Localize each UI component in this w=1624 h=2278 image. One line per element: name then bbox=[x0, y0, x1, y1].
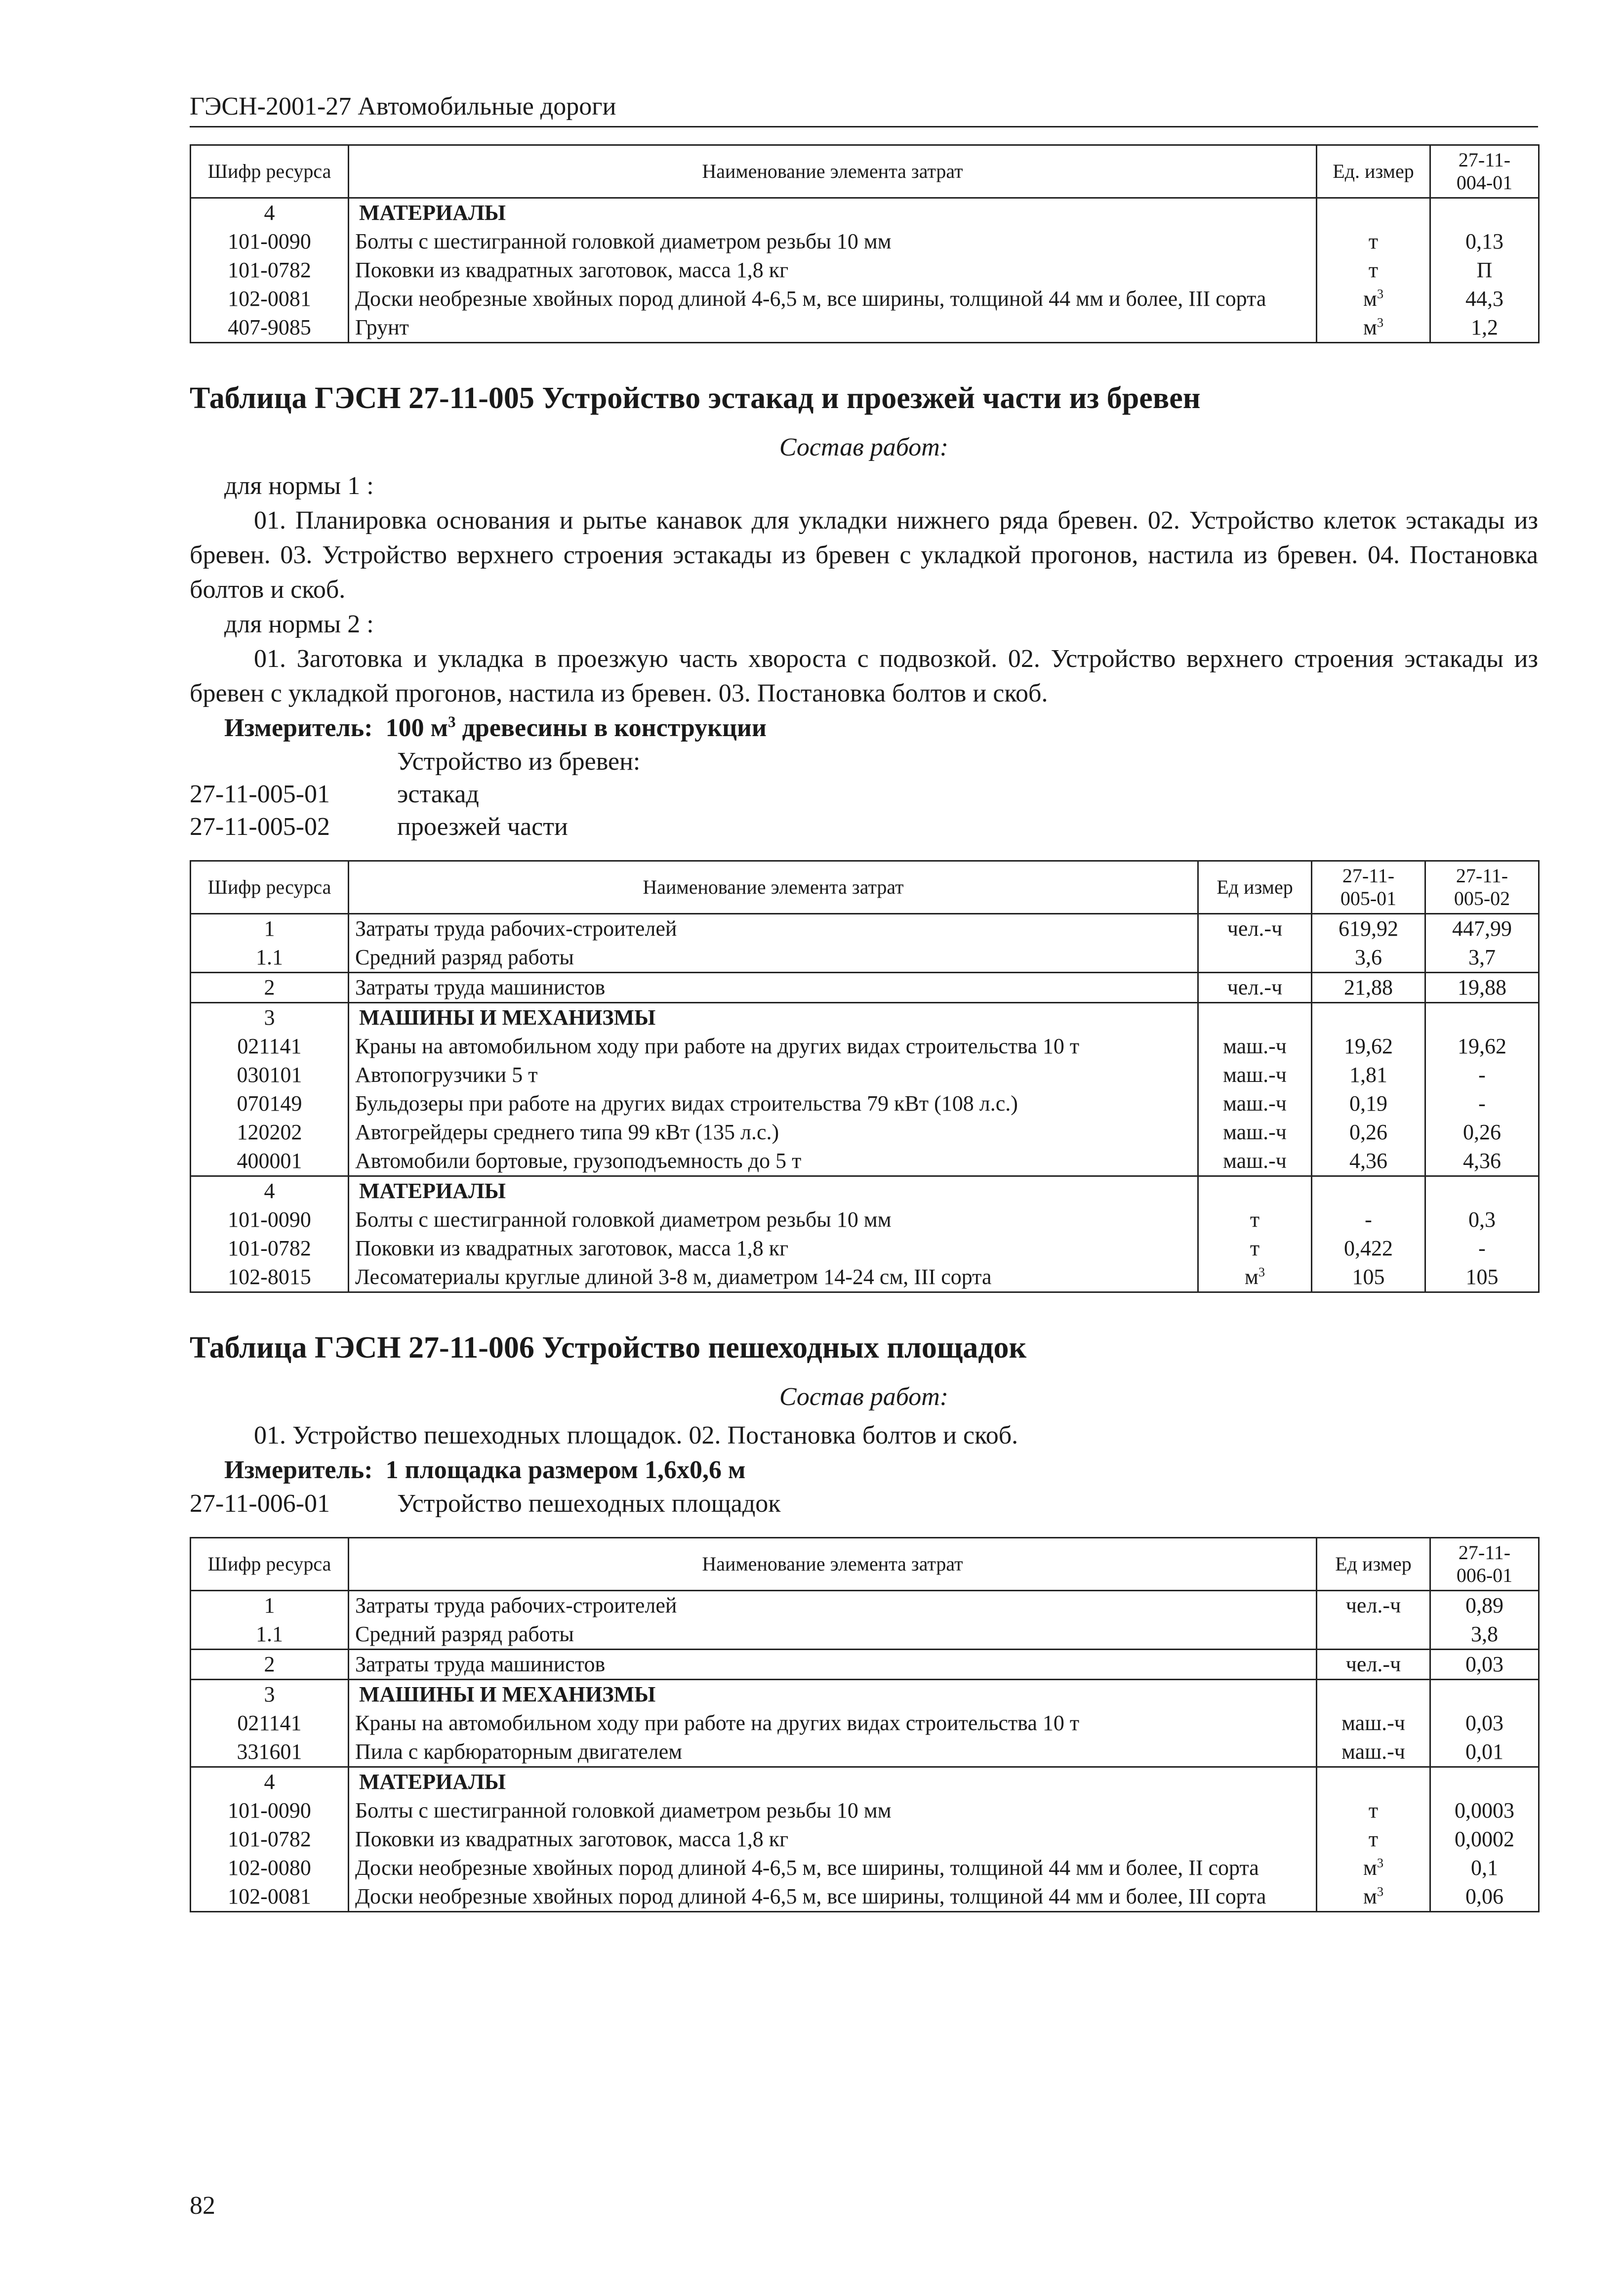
resource-code: 102-0081 bbox=[191, 1882, 349, 1912]
resource-code: 070149 bbox=[191, 1089, 349, 1118]
unit-cell: т bbox=[1317, 227, 1430, 256]
norm-value: 0,26 bbox=[1312, 1118, 1425, 1147]
unit-cell: чел.-ч bbox=[1198, 914, 1312, 944]
resource-code: 120202 bbox=[191, 1118, 349, 1147]
resource-code: 1 bbox=[191, 914, 349, 944]
norm-value: 0,19 bbox=[1312, 1089, 1425, 1118]
resource-name: Болты с шестигранной головкой диаметром резьбы 10 мм bbox=[349, 1796, 1317, 1825]
norm-value: 0,06 bbox=[1430, 1882, 1539, 1912]
col-header-name: Наименование элемента затрат bbox=[349, 1538, 1317, 1591]
page-number: 82 bbox=[190, 2192, 215, 2220]
table-row bbox=[191, 1680, 1539, 1709]
table-row bbox=[191, 1032, 1539, 1061]
work-text: 01. Устройство пешеходных площадок. 02. Постановка болтов и скоб. bbox=[254, 1421, 1018, 1450]
resource-code: 331601 bbox=[191, 1738, 349, 1767]
norm-value: 0,26 bbox=[1425, 1118, 1539, 1147]
resource-code: 1.1 bbox=[191, 943, 349, 973]
running-header: ГЭСН-2001-27 Автомобильные дороги bbox=[190, 92, 1538, 127]
resource-name: Краны на автомобильном ходу при работе на других видах строительства 10 т bbox=[349, 1032, 1198, 1061]
table-row bbox=[191, 914, 1539, 944]
resource-code: 101-0090 bbox=[191, 227, 349, 256]
table-row bbox=[191, 1767, 1539, 1797]
table-row bbox=[191, 1147, 1539, 1176]
unit-cell bbox=[1317, 198, 1430, 228]
unit-cell: т bbox=[1317, 1825, 1430, 1854]
col-header-unit: Ед измер bbox=[1198, 861, 1312, 914]
resource-name: Болты с шестигранной головкой диаметром резьбы 10 мм bbox=[349, 227, 1317, 256]
norm-value: 0,89 bbox=[1430, 1591, 1539, 1620]
resource-code: 021141 bbox=[191, 1709, 349, 1738]
resource-name: Доски необрезные хвойных пород длиной 4-6,5 м, все ширины, толщиной 44 мм и более, II сорта bbox=[349, 1854, 1317, 1882]
norm-value bbox=[1312, 1003, 1425, 1033]
norm-value bbox=[1430, 1680, 1539, 1709]
unit-cell bbox=[1198, 943, 1312, 973]
norm-value: 1,2 bbox=[1430, 313, 1539, 343]
table-body bbox=[191, 1591, 1539, 1912]
norm-value bbox=[1425, 1176, 1539, 1206]
col-header-code: Шифр ресурса bbox=[191, 861, 349, 914]
norm-value: 19,62 bbox=[1312, 1032, 1425, 1061]
table-row bbox=[191, 313, 1539, 343]
table-row bbox=[191, 1709, 1539, 1738]
resource-name: МАШИНЫ И МЕХАНИЗМЫ bbox=[349, 1680, 1317, 1709]
table-row bbox=[191, 973, 1539, 1003]
norm-value: 0,03 bbox=[1430, 1709, 1539, 1738]
table-row bbox=[191, 1650, 1539, 1680]
resource-name: МАТЕРИАЛЫ bbox=[349, 1767, 1317, 1797]
unit-cell: маш.-ч bbox=[1198, 1032, 1312, 1061]
table-row bbox=[191, 285, 1539, 313]
unit-cell: $м^3$ bbox=[1317, 1882, 1430, 1912]
unit-cell bbox=[1317, 1767, 1430, 1797]
norm-value bbox=[1430, 1767, 1539, 1797]
table-row bbox=[191, 1854, 1539, 1882]
col-header-code: Шифр ресурса bbox=[191, 1538, 349, 1591]
unit-cell: маш.-ч bbox=[1198, 1089, 1312, 1118]
norm-value: 19,88 bbox=[1425, 973, 1539, 1003]
meter-line: Измеритель: 100 $м^3$ древесины в конструкции bbox=[224, 713, 767, 742]
unit-cell: $м^3$ bbox=[1317, 1854, 1430, 1882]
resource-table-004 bbox=[190, 144, 1540, 343]
resource-code: 030101 bbox=[191, 1061, 349, 1089]
unit-cell: чел.-ч bbox=[1198, 973, 1312, 1003]
table-row bbox=[191, 1738, 1539, 1767]
norm-value: 619,92 bbox=[1312, 914, 1425, 944]
table-row bbox=[191, 198, 1539, 228]
norm2-label: для нормы 2 : bbox=[224, 610, 374, 638]
table-title-006: Таблица ГЭСН 27-11-006 Устройство пешеходных площадок bbox=[190, 1331, 1027, 1365]
unit-cell: т bbox=[1198, 1205, 1312, 1234]
norm-value: 0,422 bbox=[1312, 1234, 1425, 1263]
norm2-text: 01. Заготовка и укладка в проезжую часть хвороста с подвозкой. 02. Устройство верхнего строения эстакады из бревен с укладкой прогонов, настила из бревен. 03. Постановка болтов и скоб. bbox=[190, 645, 1538, 707]
col-header-norm: 27-11- 005-01 bbox=[1312, 861, 1425, 914]
norm-value: 3,6 bbox=[1312, 943, 1425, 973]
table-row bbox=[191, 1061, 1539, 1089]
norm-value: 105 bbox=[1312, 1263, 1425, 1292]
resource-name: Пила с карбюраторным двигателем bbox=[349, 1738, 1317, 1767]
resource-name: Доски необрезные хвойных пород длиной 4-6,5 м, все ширины, толщиной 44 мм и более, III сорта bbox=[349, 285, 1317, 313]
unit-cell bbox=[1198, 1003, 1312, 1033]
col-header-norm: 27-11- 006-01 bbox=[1430, 1538, 1539, 1591]
norm-value: 44,3 bbox=[1430, 285, 1539, 313]
resource-table-005 bbox=[190, 860, 1540, 1293]
resource-name: Лесоматериалы круглые длиной 3-8 м, диаметром 14-24 см, III сорта bbox=[349, 1263, 1198, 1292]
resource-name: Бульдозеры при работе на других видах строительства 79 кВт (108 л.с.) bbox=[349, 1089, 1198, 1118]
unit-cell: маш.-ч bbox=[1198, 1061, 1312, 1089]
norm-value: 0,3 bbox=[1425, 1205, 1539, 1234]
resource-code: 2 bbox=[191, 973, 349, 1003]
col-header-norm: 27-11- 004-01 bbox=[1430, 145, 1539, 198]
norm-value: 0,1 bbox=[1430, 1854, 1539, 1882]
resource-code: 3 bbox=[191, 1003, 349, 1033]
resource-code: 1.1 bbox=[191, 1620, 349, 1650]
table-row bbox=[191, 1003, 1539, 1033]
table-row bbox=[191, 227, 1539, 256]
resource-name: Краны на автомобильном ходу при работе на других видах строительства 10 т bbox=[349, 1709, 1317, 1738]
resource-name: Автомобили бортовые, грузоподъемность до 5 т bbox=[349, 1147, 1198, 1176]
norm-value: 0,0003 bbox=[1430, 1796, 1539, 1825]
composition-title: Состав работ: bbox=[779, 1383, 949, 1411]
resource-name: Грунт bbox=[349, 313, 1317, 343]
resource-name: МАТЕРИАЛЫ bbox=[349, 198, 1317, 228]
norm-value: 1,81 bbox=[1312, 1061, 1425, 1089]
table-body bbox=[191, 914, 1539, 1292]
norm-value: 0,0002 bbox=[1430, 1825, 1539, 1854]
table-row bbox=[191, 1882, 1539, 1912]
table-row bbox=[191, 1591, 1539, 1620]
norm-value: 0,03 bbox=[1430, 1650, 1539, 1680]
norm1-label: для нормы 1 : bbox=[224, 472, 374, 500]
resource-name: Затраты труда рабочих-строителей bbox=[349, 1591, 1317, 1620]
resource-name: Затраты труда машинистов bbox=[349, 1650, 1317, 1680]
norm-value: - bbox=[1425, 1234, 1539, 1263]
unit-cell: маш.-ч bbox=[1317, 1738, 1430, 1767]
resource-code: 101-0782 bbox=[191, 256, 349, 285]
table-row bbox=[191, 1825, 1539, 1854]
norm-item: 27-11-005-01 эстакад bbox=[190, 780, 479, 808]
norm-value: 0,13 bbox=[1430, 227, 1539, 256]
resource-code: 1 bbox=[191, 1591, 349, 1620]
meter-label: Измеритель: bbox=[224, 1456, 373, 1484]
norm-value bbox=[1312, 1176, 1425, 1206]
resource-name: Затраты труда машинистов bbox=[349, 973, 1198, 1003]
norm-value: 21,88 bbox=[1312, 973, 1425, 1003]
table-row bbox=[191, 1089, 1539, 1118]
norm-value bbox=[1430, 198, 1539, 228]
norm-group-label: Устройство из бревен: bbox=[397, 747, 641, 776]
unit-cell: $м^3$ bbox=[1317, 285, 1430, 313]
col-header-code: Шифр ресурса bbox=[191, 145, 349, 198]
resource-code: 101-0090 bbox=[191, 1796, 349, 1825]
norm-value: 4,36 bbox=[1312, 1147, 1425, 1176]
unit-cell: маш.-ч bbox=[1198, 1147, 1312, 1176]
norm-value: 0,01 bbox=[1430, 1738, 1539, 1767]
norm-item: 27-11-006-01 Устройство пешеходных площадок bbox=[190, 1490, 781, 1518]
unit-cell: чел.-ч bbox=[1317, 1591, 1430, 1620]
resource-name: Болты с шестигранной головкой диаметром резьбы 10 мм bbox=[349, 1205, 1198, 1234]
resource-name: Средний разряд работы bbox=[349, 943, 1198, 973]
resource-code: 4 bbox=[191, 1767, 349, 1797]
meter-value: 1 площадка размером 1,6х0,6 м bbox=[385, 1456, 746, 1484]
unit-cell: т bbox=[1198, 1234, 1312, 1263]
unit-cell bbox=[1198, 1176, 1312, 1206]
table-row bbox=[191, 1176, 1539, 1206]
table-row bbox=[191, 943, 1539, 973]
resource-table-006 bbox=[190, 1537, 1540, 1912]
resource-code: 2 bbox=[191, 1650, 349, 1680]
resource-code: 4 bbox=[191, 198, 349, 228]
norm-value bbox=[1425, 1003, 1539, 1033]
resource-code: 407-9085 bbox=[191, 313, 349, 343]
table-row bbox=[191, 256, 1539, 285]
unit-cell bbox=[1317, 1680, 1430, 1709]
resource-name: Затраты труда рабочих-строителей bbox=[349, 914, 1198, 944]
resource-name: Средний разряд работы bbox=[349, 1620, 1317, 1650]
resource-name: Поковки из квадратных заготовок, масса 1,8 кг bbox=[349, 256, 1317, 285]
resource-code: 021141 bbox=[191, 1032, 349, 1061]
unit-cell: т bbox=[1317, 256, 1430, 285]
unit-cell: чел.-ч bbox=[1317, 1650, 1430, 1680]
norm-value: 4,36 bbox=[1425, 1147, 1539, 1176]
norm-value: 3,8 bbox=[1430, 1620, 1539, 1650]
resource-code: 3 bbox=[191, 1680, 349, 1709]
unit-cell: маш.-ч bbox=[1198, 1118, 1312, 1147]
resource-code: 101-0090 bbox=[191, 1205, 349, 1234]
resource-name: Доски необрезные хвойных пород длиной 4-6,5 м, все ширины, толщиной 44 мм и более, III сорта bbox=[349, 1882, 1317, 1912]
norm1-text: 01. Планировка основания и рытье канавок для укладки нижнего ряда бревен. 02. Устройство клеток эстакады из бревен. 03. Устройство верхнего строения эстакады из бревен с укладкой прогонов, настила из бревен. 04. Постановка болтов и скоб. bbox=[190, 506, 1538, 604]
resource-name: МАШИНЫ И МЕХАНИЗМЫ bbox=[349, 1003, 1198, 1033]
unit-cell: $м^3$ bbox=[1198, 1263, 1312, 1292]
norm-value: - bbox=[1425, 1061, 1539, 1089]
norm-value: 3,7 bbox=[1425, 943, 1539, 973]
resource-code: 4 bbox=[191, 1176, 349, 1206]
resource-name: Автопогрузчики 5 т bbox=[349, 1061, 1198, 1089]
document-page bbox=[190, 79, 1538, 1912]
table-row bbox=[191, 1263, 1539, 1292]
table-row bbox=[191, 1205, 1539, 1234]
table-row bbox=[191, 1620, 1539, 1650]
resource-name: Автогрейдеры среднего типа 99 кВт (135 л.с.) bbox=[349, 1118, 1198, 1147]
unit-cell bbox=[1317, 1620, 1430, 1650]
col-header-name: Наименование элемента затрат bbox=[349, 145, 1317, 198]
table-body bbox=[191, 198, 1539, 343]
meter-label: Измеритель: bbox=[224, 714, 373, 742]
norm-value: 19,62 bbox=[1425, 1032, 1539, 1061]
unit-cell: маш.-ч bbox=[1317, 1709, 1430, 1738]
norm-value: П bbox=[1430, 256, 1539, 285]
norm-item: 27-11-005-02 проезжей части bbox=[190, 813, 568, 841]
meter-value: 100 м bbox=[385, 714, 448, 742]
table-row bbox=[191, 1234, 1539, 1263]
unit-cell: $м^3$ bbox=[1317, 313, 1430, 343]
resource-name: МАТЕРИАЛЫ bbox=[349, 1176, 1198, 1206]
col-header-unit: Ед измер bbox=[1317, 1538, 1430, 1591]
resource-code: 102-0081 bbox=[191, 285, 349, 313]
unit-cell: т bbox=[1317, 1796, 1430, 1825]
table-title-005: Таблица ГЭСН 27-11-005 Устройство эстакад и проезжей части из бревен bbox=[190, 381, 1201, 415]
col-header-name: Наименование элемента затрат bbox=[349, 861, 1198, 914]
resource-code: 101-0782 bbox=[191, 1234, 349, 1263]
resource-code: 102-0080 bbox=[191, 1854, 349, 1882]
resource-code: 400001 bbox=[191, 1147, 349, 1176]
resource-name: Поковки из квадратных заготовок, масса 1,8 кг bbox=[349, 1234, 1198, 1263]
resource-code: 101-0782 bbox=[191, 1825, 349, 1854]
composition-title: Состав работ: bbox=[779, 433, 949, 461]
table-row bbox=[191, 1118, 1539, 1147]
meter-line bbox=[190, 1453, 1538, 1488]
norm-value: 105 bbox=[1425, 1263, 1539, 1292]
norm-value: - bbox=[1312, 1205, 1425, 1234]
table-row bbox=[191, 1796, 1539, 1825]
norm-value: 447,99 bbox=[1425, 914, 1539, 944]
resource-name: Поковки из квадратных заготовок, масса 1,8 кг bbox=[349, 1825, 1317, 1854]
norm-value: - bbox=[1425, 1089, 1539, 1118]
resource-code: 102-8015 bbox=[191, 1263, 349, 1292]
col-header-unit: Ед. измер bbox=[1317, 145, 1430, 198]
col-header-norm: 27-11- 005-02 bbox=[1425, 861, 1539, 914]
